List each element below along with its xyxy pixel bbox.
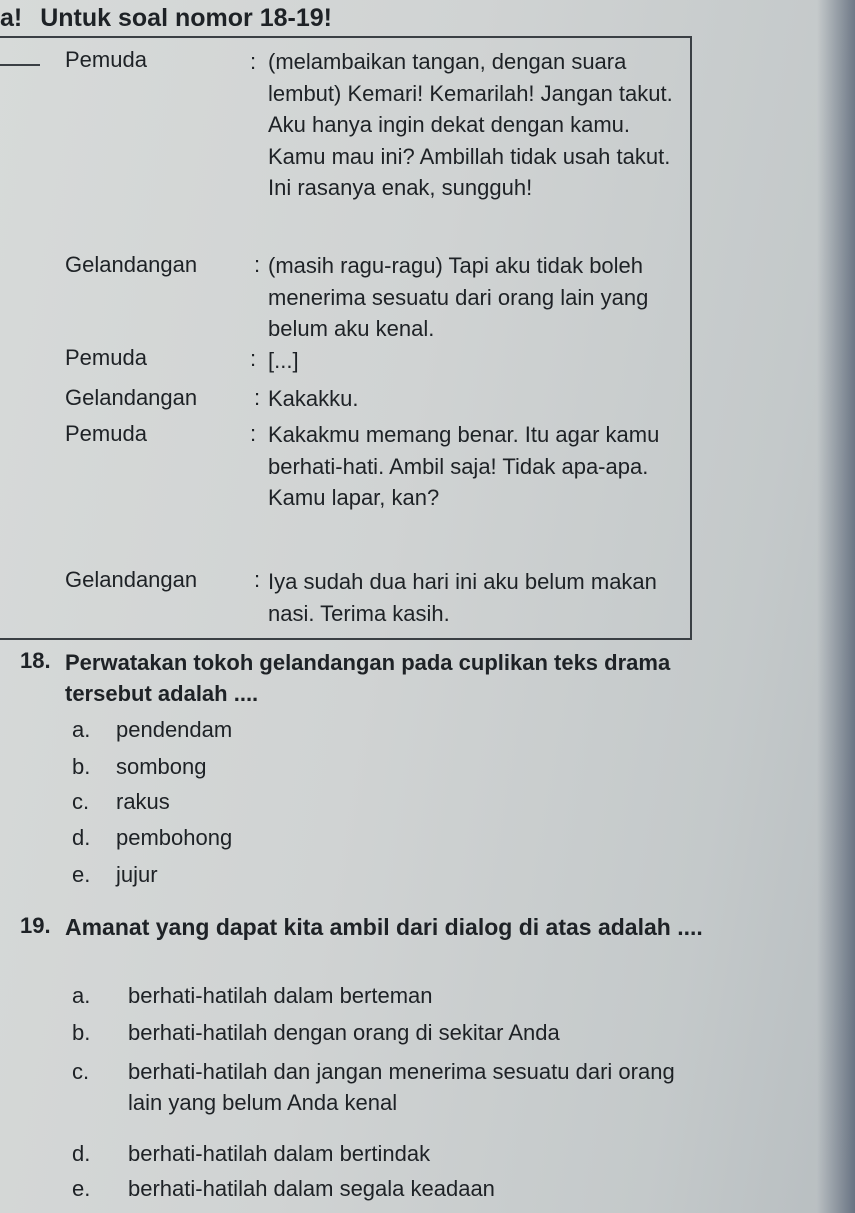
- option-text: pendendam: [116, 717, 233, 742]
- answer-option[interactable]: [72, 1056, 712, 1118]
- dialog-speaker: Gelandangan: [65, 252, 198, 277]
- option-text: rakus: [116, 789, 170, 814]
- answer-option[interactable]: [72, 983, 433, 1009]
- option-letter: b.: [72, 754, 91, 779]
- answer-option[interactable]: [72, 1020, 560, 1046]
- dialog-line: (masih ragu-ragu) Tapi aku tidak boleh menerima sesuatu dari orang lain yang belum aku kenal.: [268, 253, 649, 341]
- dialog-speaker: Gelandangan: [65, 385, 198, 410]
- instruction-text: Untuk soal nomor 18-19!: [40, 4, 332, 32]
- dialog-colon: :: [250, 421, 257, 446]
- dialog-speaker: Pemuda: [65, 345, 147, 370]
- option-letter: e.: [72, 1176, 91, 1201]
- dialog-line: (melambaikan tangan, dengan suara lembut) Kemari! Kemarilah! Jangan takut. Aku hanya ingin dekat dengan kamu. Kamu mau ini? Ambillah tidak usah takut. Ini rasanya enak, sungguh!: [268, 49, 673, 200]
- question-text: Perwatakan tokoh gelandangan pada cuplikan teks drama tersebut adalah ....: [65, 650, 671, 706]
- dialog-colon: :: [250, 346, 257, 371]
- answer-option[interactable]: [72, 717, 232, 743]
- answer-option[interactable]: [72, 1176, 495, 1202]
- answer-option[interactable]: [72, 789, 170, 815]
- option-letter: c.: [72, 789, 90, 814]
- dialog-line: [...]: [268, 348, 299, 373]
- option-letter: d.: [72, 1141, 91, 1166]
- option-letter: d.: [72, 825, 91, 850]
- question-text: Amanat yang dapat kita ambil dari dialog di atas adalah ....: [65, 914, 703, 940]
- answer-option[interactable]: [72, 1141, 430, 1167]
- section-instruction: [0, 4, 332, 33]
- option-text: berhati-hatilah dengan orang di sekitar Anda: [128, 1020, 560, 1045]
- option-text: pembohong: [116, 825, 233, 850]
- dialog-colon: :: [254, 252, 261, 277]
- dialog-line: Kakakku.: [268, 386, 359, 411]
- option-text: berhati-hatilah dan jangan menerima sesuatu dari orang lain yang belum Anda kenal: [128, 1059, 675, 1115]
- option-letter: c.: [72, 1059, 90, 1084]
- option-letter: a.: [72, 717, 91, 742]
- option-letter: b.: [72, 1020, 91, 1045]
- dialog-speaker: Pemuda: [65, 421, 147, 446]
- dialog-colon: :: [254, 385, 261, 410]
- option-text: jujur: [116, 862, 158, 887]
- option-letter: a.: [72, 983, 91, 1008]
- option-text: sombong: [116, 754, 207, 779]
- dialog-colon: :: [250, 49, 257, 74]
- question-number: 19.: [20, 913, 51, 938]
- dialog-speaker: Gelandangan: [65, 567, 198, 592]
- dialog-colon: :: [254, 567, 261, 592]
- answer-option[interactable]: [72, 754, 207, 780]
- answer-option[interactable]: [72, 862, 158, 888]
- option-text: berhati-hatilah dalam berteman: [128, 983, 433, 1008]
- instruction-lead: a!: [0, 4, 23, 32]
- question-number: 18.: [20, 648, 51, 673]
- dialog-line: Iya sudah dua hari ini aku belum makan nasi. Terima kasih.: [268, 569, 657, 626]
- dialog-line: Kakakmu memang benar. Itu agar kamu berhati-hati. Ambil saja! Tidak apa-apa. Kamu lapar, kan?: [268, 422, 660, 510]
- option-text: berhati-hatilah dalam bertindak: [128, 1141, 431, 1166]
- option-letter: e.: [72, 862, 91, 887]
- option-text: berhati-hatilah dalam segala keadaan: [128, 1176, 495, 1201]
- answer-option[interactable]: [72, 825, 232, 851]
- page-edge-shadow: [817, 0, 855, 1213]
- dialog-speaker: Pemuda: [65, 47, 147, 72]
